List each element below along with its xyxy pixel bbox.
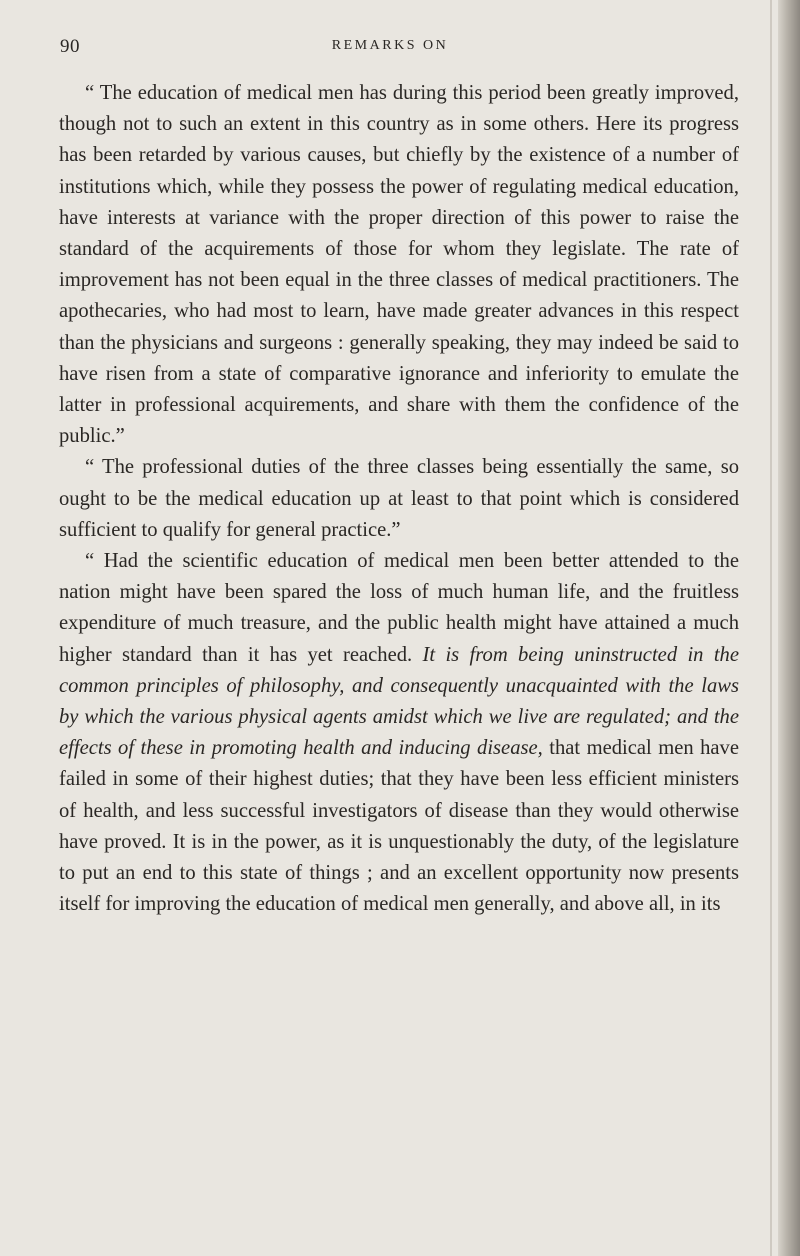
paragraph-text: “ The professional duties of the three classes being essentially the same, so ought to be the medical education up at least to that point which is considered sufficient to qualify for general practice.”: [59, 456, 739, 541]
page-edge-line: [770, 0, 772, 1256]
paragraph: [59, 546, 739, 920]
paragraph-text: that medical men have failed in some of their highest duties; that they have been less efficient ministers of health, and less successful investigators of disease than they would otherwise have proved. It is in the power, as it is unquestionably the duty, of the legislature to put an end to this state of things ; and an excellent opportunity now presents itself for improving the education of medical men generally, and above all, in its: [59, 737, 739, 916]
paragraph-text: “ Had the scientific education of medical men been better attended to the nation might have been spared the loss of much human life, and the fruitless expenditure of much treasure, and the public health might have attained a much higher standard than it has yet reached.: [59, 550, 739, 666]
italic-passage: It is from being uninstructed in the common principles of philosophy, and consequently unacquainted with the laws by which the various physical agents amidst which we live are regulated; and the effects of these in promoting health and inducing disease,: [59, 643, 739, 760]
paragraph-text: “ The education of medical men has during this period been greatly improved, though not to such an extent in this country as in some others. Here its progress has been retarded by various causes, but chiefly by the existence of a number of institutions which, while they possess the power of regulating medical education, have interests at variance with the proper direction of this power to raise the standard of the acquirements of those for whom they legislate. The rate of improvement has not been equal in the three classes of medical practitioners. The apothecaries, who had most to learn, have made greater advances in this respect than the physicians and surgeons : generally speaking, they may indeed be said to have risen from a state of comparative ignorance and inferiority to emulate the latter in professional acquirements, and share with them the confidence of the public.”: [59, 82, 739, 448]
body-text: [59, 78, 739, 920]
paragraph: [59, 78, 739, 452]
page-number: 90: [60, 36, 80, 57]
binding-shadow: [778, 0, 800, 1256]
paragraph: [59, 452, 739, 546]
running-title: REMARKS ON: [331, 38, 449, 53]
running-head: [60, 36, 720, 58]
